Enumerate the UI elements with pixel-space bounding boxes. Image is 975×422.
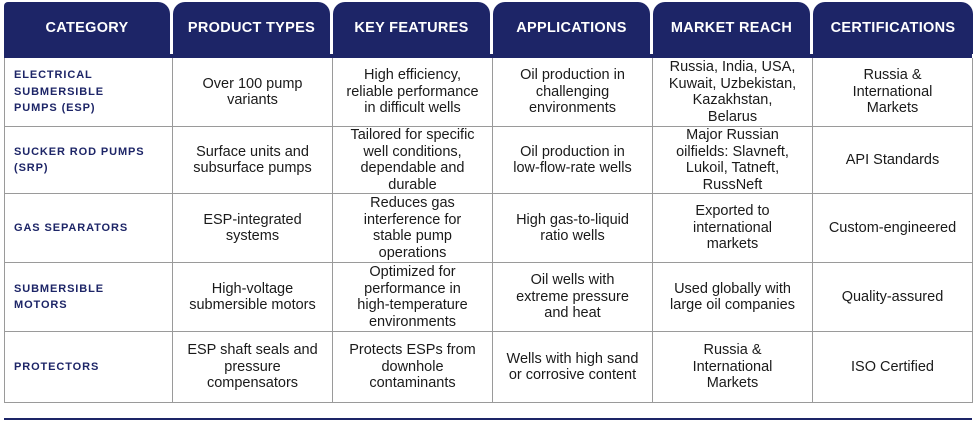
cell-line: or corrosive content: [508, 367, 637, 383]
cell-line: SUBMERSIBLE: [14, 85, 104, 98]
cell-line: challenging: [535, 83, 610, 100]
cell-text: [670, 281, 795, 314]
cell-category: [4, 127, 173, 194]
cell-line: submersible motors: [189, 297, 316, 313]
cell-product-types: [173, 58, 333, 127]
cell-product-types: [173, 263, 333, 332]
cell-line: large oil companies: [670, 297, 795, 313]
cell-line: Protects ESPs from: [349, 342, 476, 359]
cell-market-reach: [653, 332, 813, 403]
cell-line: in difficult wells: [364, 100, 461, 117]
cell-product-types: [173, 194, 333, 263]
cell-certifications: [813, 332, 973, 403]
cell-line: contaminants: [369, 375, 456, 392]
cell-line: Russia &: [703, 342, 762, 359]
cell-line: Markets: [866, 100, 919, 117]
cell-line: ISO Certified: [851, 358, 934, 375]
cell-line: PUMPS (ESP): [14, 102, 96, 115]
cell-market-reach: [653, 127, 813, 194]
cell-line: compensators: [206, 375, 299, 392]
cell-line: ESP-integrated: [203, 211, 302, 228]
cell-text: [842, 289, 944, 306]
cell-product-types: [173, 332, 333, 403]
cell-market-reach: [653, 58, 813, 127]
cell-text: [193, 144, 311, 177]
cell-line: extreme pressure: [516, 288, 629, 305]
cell-line: environments: [368, 313, 457, 330]
cell-key-features: [333, 127, 493, 194]
cell-text: [693, 342, 773, 392]
cell-key-features: [333, 58, 493, 127]
cell-line: performance in: [364, 280, 461, 297]
table-bottom-border: [4, 418, 972, 420]
cell-line: Russia, India, USA,: [669, 59, 796, 75]
cell-product-types: [173, 127, 333, 194]
cell-line: Used globally with: [674, 280, 791, 297]
cell-text: [513, 144, 631, 177]
cell-line: variants: [227, 92, 278, 108]
cell-line: Oil production in: [520, 67, 625, 84]
cell-line: ESP shaft seals and: [187, 342, 318, 359]
cell-line: well conditions,: [363, 143, 462, 160]
cell-line: Over 100 pump: [202, 75, 303, 92]
cell-text: [829, 220, 956, 237]
cell-category: [4, 332, 173, 403]
cell-text: [14, 359, 99, 376]
cell-line: ratio wells: [540, 228, 605, 244]
cell-certifications: [813, 127, 973, 194]
cell-line: downhole: [381, 358, 444, 375]
cell-text: [203, 76, 303, 109]
cell-line: international: [693, 219, 772, 236]
header-key-features: KEY FEATURES: [333, 2, 490, 54]
cell-text: [187, 342, 317, 392]
cell-line: Custom-engineered: [828, 219, 957, 236]
cell-line: GAS SEPARATORS: [14, 221, 129, 234]
cell-text: [14, 67, 104, 117]
cell-text: [669, 59, 796, 125]
cell-line: reliable performance: [346, 83, 479, 100]
cell-line: International: [692, 358, 773, 375]
cell-certifications: [813, 263, 973, 332]
cell-category: [4, 194, 173, 263]
cell-line: (SRP): [14, 162, 49, 174]
product-table: [4, 2, 972, 420]
cell-line: stable pump: [373, 228, 452, 244]
cell-text: [203, 212, 301, 245]
cell-text: [189, 281, 316, 314]
cell-text: [516, 212, 629, 245]
cell-applications: [493, 58, 653, 127]
cell-line: and heat: [544, 305, 601, 322]
cell-certifications: [813, 58, 973, 127]
cell-line: pressure: [224, 358, 281, 375]
cell-market-reach: [653, 194, 813, 263]
cell-text: [346, 67, 478, 117]
cell-line: High-voltage: [211, 280, 294, 297]
cell-line: Major Russian: [686, 127, 779, 143]
cell-line: High gas-to-liquid: [516, 211, 629, 228]
cell-line: MOTORS: [14, 299, 68, 311]
cell-line: Oil wells with: [530, 272, 615, 289]
cell-line: ELECTRICAL: [14, 69, 93, 82]
cell-line: systems: [225, 228, 280, 244]
cell-applications: [493, 194, 653, 263]
cell-line: SUCKER ROD PUMPS: [14, 145, 145, 158]
cell-text: [357, 264, 467, 330]
cell-line: subsurface pumps: [193, 160, 312, 176]
header-market-reach: MARKET REACH: [653, 2, 810, 54]
cell-text: [693, 203, 772, 253]
cell-line: Russia &: [863, 67, 922, 84]
cell-text: [14, 220, 128, 237]
cell-text: [846, 152, 940, 169]
cell-line: SUBMERSIBLE: [14, 282, 104, 295]
cell-market-reach: [653, 263, 813, 332]
cell-text: [14, 144, 145, 177]
cell-line: International: [852, 83, 933, 100]
cell-category: [4, 263, 173, 332]
cell-text: [14, 281, 104, 314]
cell-category: [4, 58, 173, 127]
cell-applications: [493, 127, 653, 194]
cell-line: durable: [388, 176, 437, 193]
cell-line: RussNeft: [702, 176, 763, 193]
cell-line: API Standards: [845, 151, 940, 168]
cell-line: PROTECTORS: [14, 360, 100, 373]
cell-text: [853, 67, 933, 117]
cell-key-features: [333, 194, 493, 263]
cell-line: high-temperature: [357, 297, 468, 313]
cell-line: environments: [528, 100, 617, 117]
cell-certifications: [813, 194, 973, 263]
cell-line: dependable and: [360, 160, 465, 176]
cell-text: [520, 67, 625, 117]
cell-applications: [493, 263, 653, 332]
cell-line: Surface units and: [196, 143, 309, 160]
cell-line: Quality-assured: [841, 288, 944, 305]
header-certifications: CERTIFICATIONS: [813, 2, 973, 54]
cell-text: [349, 342, 476, 392]
cell-line: High efficiency,: [364, 67, 461, 84]
cell-line: oilfields: Slavneft,: [676, 143, 789, 160]
cell-line: Reduces gas: [370, 195, 455, 211]
cell-line: low-flow-rate wells: [513, 160, 632, 176]
cell-line: Oil production in: [520, 143, 625, 160]
cell-line: Markets: [706, 375, 759, 392]
cell-line: Tailored for specific: [350, 127, 475, 143]
cell-line: Lukoil, Tatneft,: [685, 160, 780, 176]
cell-text: [516, 272, 629, 322]
cell-text: [350, 127, 474, 193]
cell-line: Belarus: [707, 108, 758, 125]
cell-key-features: [333, 332, 493, 403]
header-applications: APPLICATIONS: [493, 2, 650, 54]
cell-line: Kuwait, Uzbekistan,: [668, 75, 797, 92]
cell-line: operations: [378, 244, 447, 261]
cell-line: markets: [706, 236, 759, 253]
cell-text: [507, 351, 639, 384]
cell-line: Wells with high sand: [506, 350, 639, 367]
cell-line: interference for: [363, 211, 462, 228]
cell-line: Exported to: [695, 203, 770, 220]
cell-key-features: [333, 263, 493, 332]
header-category: CATEGORY: [4, 2, 170, 54]
cell-line: Kazakhstan,: [692, 92, 773, 108]
cell-applications: [493, 332, 653, 403]
cell-text: [851, 359, 934, 376]
cell-text: [676, 127, 789, 193]
cell-text: [364, 195, 462, 261]
cell-line: Optimized for: [369, 264, 456, 280]
header-product-types: PRODUCT TYPES: [173, 2, 330, 54]
